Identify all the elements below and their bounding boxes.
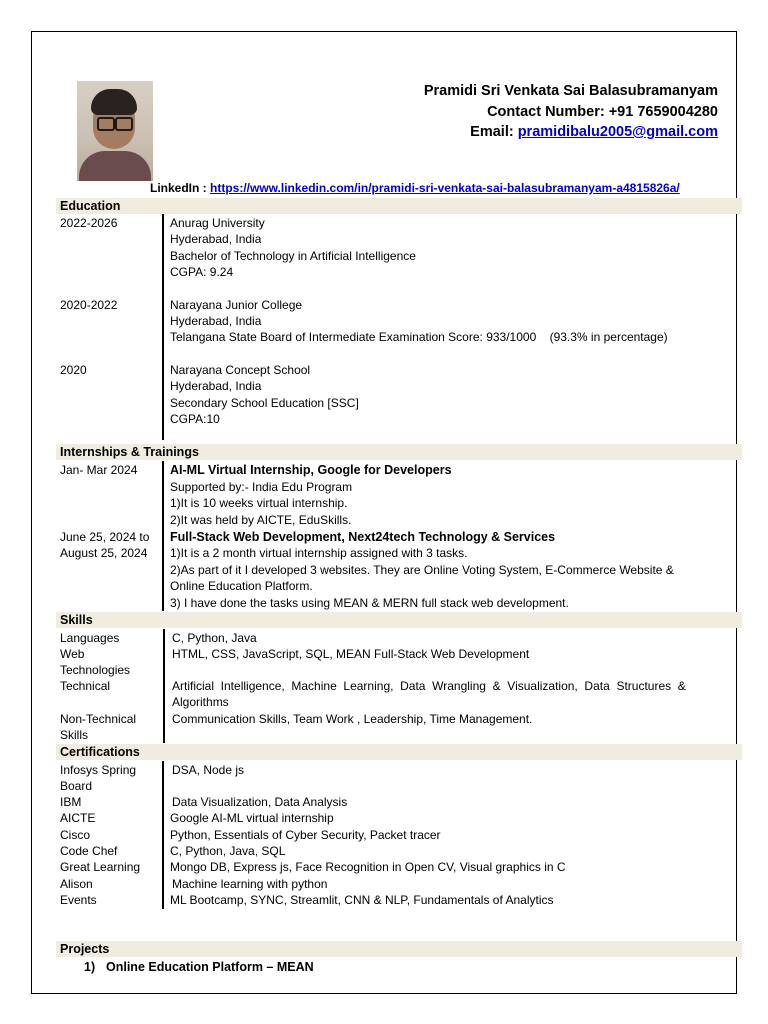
project-title: Online Education Platform – MEAN <box>106 960 314 974</box>
section-projects: Projects <box>56 941 742 957</box>
internship-line: 1)It is 10 weeks virtual internship. <box>170 496 348 510</box>
divider <box>162 214 164 440</box>
edu-years: 2020 <box>60 363 87 377</box>
contact-number: Contact Number: +91 7659004280 <box>487 104 718 120</box>
cert-value: Mongo DB, Express js, Face Recognition in Open CV, Visual graphics in C <box>170 860 566 874</box>
internship-line: Online Education Platform. <box>170 579 313 593</box>
candidate-name: Pramidi Sri Venkata Sai Balasubramanyam <box>423 83 718 99</box>
edu-years: 2022-2026 <box>60 216 118 230</box>
cert-value: DSA, Node js <box>172 763 245 777</box>
edu-line: Telangana State Board of Intermediate Examination Score: 933/1000 (93.3% in percentage) <box>170 330 668 344</box>
skill-value: Communication Skills, Team Work , Leadership, Time Management. <box>172 712 533 726</box>
cert-label: Alison <box>60 877 93 891</box>
linkedin-link[interactable]: https://www.linkedin.com/in/pramidi-sri-venkata-sai-balasubramanyam-a4815826a/ <box>210 181 680 195</box>
edu-line: Hyderabad, India <box>170 232 262 246</box>
cert-label: Cisco <box>60 828 91 842</box>
cert-label: IBM <box>60 795 82 809</box>
skill-value: HTML, CSS, JavaScript, SQL, MEAN Full-Stack Web Development <box>172 647 530 661</box>
internship-title: Full-Stack Web Development, Next24tech Technology & Services <box>170 530 556 544</box>
cert-value: Google AI-ML virtual internship <box>170 811 334 825</box>
internship-line: 2)As part of it I developed 3 websites. They are Online Voting System, E-Commerce Website & <box>170 563 674 577</box>
internship-line: Supported by:- India Edu Program <box>170 480 353 494</box>
edu-years: 2020-2022 <box>60 298 118 312</box>
skill-value: Artificial Intelligence, Machine Learning, Data Wrangling & Visualization, Data Structures & <box>172 679 686 693</box>
cert-label: AICTE <box>60 811 96 825</box>
cert-label: Events <box>60 893 97 907</box>
cert-label: Great Learning <box>60 860 141 874</box>
internship-line: 3) I have done the tasks using MEAN & MERN full stack web development. <box>170 596 569 610</box>
cert-label: Code Chef <box>60 844 118 858</box>
edu-line: Secondary School Education [SSC] <box>170 396 359 410</box>
skill-label: Web <box>60 647 85 661</box>
internship-title: AI-ML Virtual Internship, Google for Developers <box>170 463 452 477</box>
internship-line: 1)It is a 2 month virtual internship assigned with 3 tasks. <box>170 546 468 560</box>
cert-label: Infosys Spring <box>60 763 137 777</box>
internship-date: June 25, 2024 to <box>60 530 150 544</box>
skill-label: Technical <box>60 679 111 693</box>
internship-date: Jan- Mar 2024 <box>60 463 138 477</box>
cert-value: ML Bootcamp, SYNC, Streamlit, CNN & NLP, Fundamentals of Analytics <box>170 893 554 907</box>
skill-label: Languages <box>60 631 120 645</box>
cert-value: Machine learning with python <box>172 877 328 891</box>
section-certifications: Certifications <box>56 744 742 760</box>
profile-photo <box>77 81 153 181</box>
edu-line: Anurag University <box>170 216 265 230</box>
skill-label: Skills <box>60 728 89 742</box>
cert-value: Data Visualization, Data Analysis <box>172 795 348 809</box>
section-education: Education <box>56 198 742 214</box>
edu-line: CGPA: 9.24 <box>170 265 234 279</box>
edu-line: Hyderabad, India <box>170 314 262 328</box>
edu-line: Narayana Concept School <box>170 363 311 377</box>
divider <box>162 761 164 909</box>
cert-value: Python, Essentials of Cyber Security, Packet tracer <box>170 828 441 842</box>
email: Email: pramidibalu2005@gmail.com <box>470 124 718 140</box>
skill-label: Non-Technical <box>60 712 137 726</box>
divider <box>163 629 165 743</box>
cert-value: C, Python, Java, SQL <box>170 844 286 858</box>
project-number: 1) <box>84 960 96 974</box>
edu-line: Hyderabad, India <box>170 379 262 393</box>
skill-value: Algorithms <box>172 695 229 709</box>
internship-date: August 25, 2024 <box>60 546 148 560</box>
internship-line: 2)It was held by AICTE, EduSkills. <box>170 513 352 527</box>
linkedin: LinkedIn : https://www.linkedin.com/in/pramidi-sri-venkata-sai-balasubramanyam-a4815826a/ <box>150 181 680 195</box>
section-internships: Internships & Trainings <box>56 444 742 460</box>
skill-label: Technologies <box>60 663 131 677</box>
edu-line: Bachelor of Technology in Artificial Intelligence <box>170 249 416 263</box>
divider <box>162 461 164 611</box>
skill-value: C, Python, Java <box>172 631 257 645</box>
edu-line: Narayana Junior College <box>170 298 303 312</box>
cert-label: Board <box>60 779 93 793</box>
section-skills: Skills <box>56 612 742 628</box>
edu-line: CGPA:10 <box>170 412 220 426</box>
email-link[interactable]: pramidibalu2005@gmail.com <box>517 124 718 140</box>
